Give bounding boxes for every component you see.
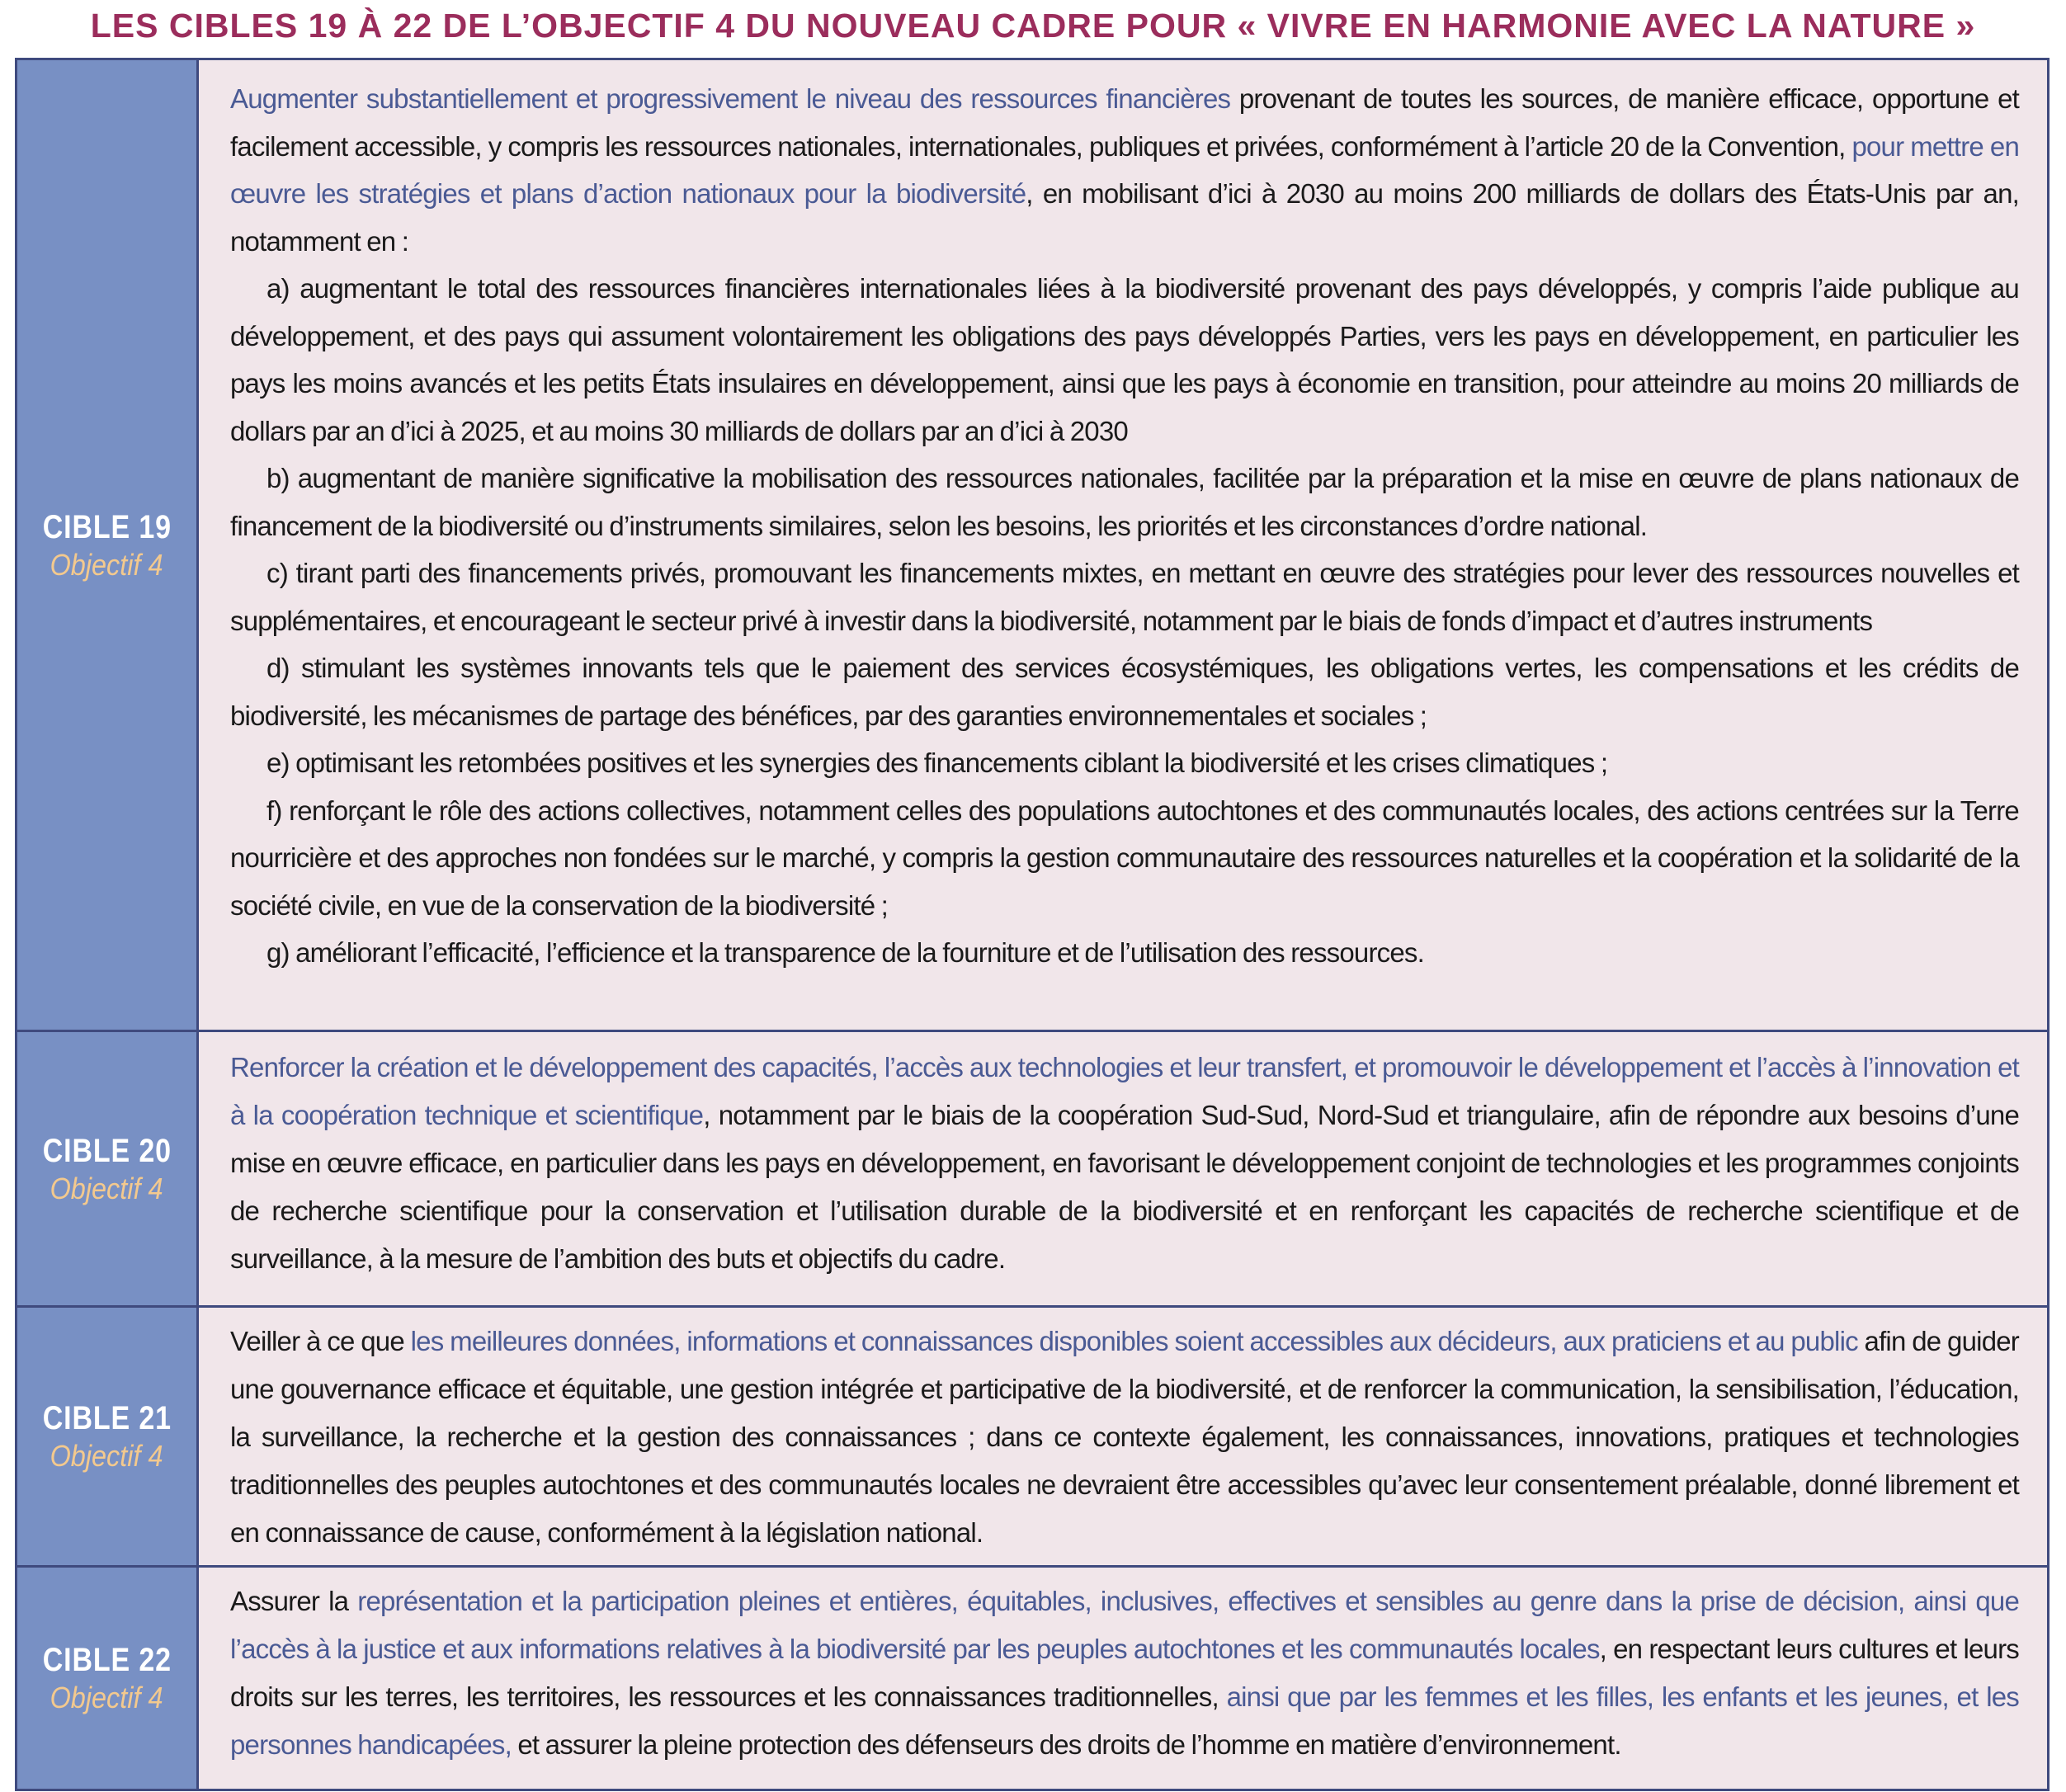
- sub-item-c: c) tirant parti des financements privés, promouvant les financements mixtes, en mettant en œuvre des stratégies pour lever des ressources nouvelles et supplémentaires, et encourageant le secteur privé à investir dans la biodiversité, notamment par le biais de fonds d’impact et d’autres instruments: [230, 558, 2019, 636]
- highlighted-text: pour mettre en œuvre les stratégies et plans d’action nationaux pour la biodiversité: [230, 130, 2020, 209]
- target-label-cell: [17, 1308, 199, 1565]
- target-objective: Objectif 4: [50, 1171, 163, 1205]
- target-objective: Objectif 4: [50, 547, 163, 582]
- target-row-22: [17, 1568, 2047, 1789]
- target-text: [199, 1308, 2047, 1565]
- target-row-21: [17, 1308, 2047, 1568]
- target-label: CIBLE 19: [42, 508, 172, 545]
- sub-item-d: d) stimulant les systèmes innovants tels que le paiement des services écosystémiques, les obligations vertes, les compensations et les crédits de biodiversité, les mécanismes de partage des bénéfices, par des garanties environnementales et sociales ;: [230, 653, 2019, 731]
- target-text: [199, 1568, 2047, 1789]
- body-text: , en mobilisant d’ici à 2030 au moins 200 milliards de dollars des États-Unis par an, notamment en :: [230, 178, 2019, 257]
- targets-table: [15, 58, 2049, 1791]
- sub-item-b: b) augmentant de manière significative la mobilisation des ressources nationales, facilitée par la préparation et la mise en œuvre de plans nationaux de financement de la biodiversité ou d’instruments similaires, selon les besoins, les priorités et les circonstances d’ordre national.: [230, 463, 2019, 541]
- target-paragraph: [230, 1044, 2019, 1283]
- target-label: CIBLE 20: [42, 1132, 172, 1169]
- target-row-19: [17, 60, 2047, 1032]
- target-label: CIBLE 22: [42, 1642, 172, 1679]
- sub-item-e: e) optimisant les retombées positives et les synergies des financements ciblant la biodiversité et les crises climatiques ;: [267, 747, 1608, 778]
- target-paragraph: [230, 1577, 2019, 1769]
- target-paragraph: [230, 1318, 2019, 1557]
- sub-item-a: a) augmentant le total des ressources financières internationales liées à la biodiversité provenant des pays développés, y compris l’aide publique au développement, et des pays qui assument volontairement les obligations des pays développés Parties, vers les pays en développement, en particulier les pays les moins avancés et les petits États insulaires en développement, ainsi que les pays à économie en transition, pour atteindre au moins 20 milliards de dollars par an d’ici à 2025, et au moins 30 milliards de dollars par an d’ici à 2030: [230, 273, 2019, 446]
- body-text: , en respectant leurs cultures et leurs droits sur les terres, les territoires, les ressources et les connaissances traditionnelles,: [230, 1634, 2019, 1712]
- target-text: [199, 60, 2047, 1030]
- body-text: et assurer la pleine protection des défenseurs des droits de l’homme en matière d’environnement.: [512, 1729, 1621, 1760]
- target-objective: Objectif 4: [50, 1439, 163, 1474]
- highlighted-text: ainsi que par les femmes et les filles, les enfants et les jeunes, et les personnes handicapées,: [230, 1681, 2019, 1760]
- page-title: LES CIBLES 19 À 22 DE L’OBJECTIF 4 DU NOUVEAU CADRE POUR « VIVRE EN HARMONIE AVEC LA NATURE »: [90, 7, 1976, 45]
- sub-item-f: f) renforçant le rôle des actions collectives, notamment celles des populations autochtones et des communautés locales, des actions centrées sur la Terre nourricière et des approches non fondées sur le marché, y compris la gestion communautaire des ressources naturelles et la coopération et la solidarité de la société civile, en vue de la conservation de la biodiversité ;: [230, 795, 2019, 921]
- target-row-20: [17, 1032, 2047, 1308]
- highlighted-text: Renforcer la création et le développement des capacités, l’accès aux technologies et leur transfert, et promouvoir le développement et l’accès à l’innovation et à la coopération technique et scientifique: [230, 1052, 2019, 1130]
- target-text: [199, 1032, 2047, 1305]
- target-objective: Objectif 4: [50, 1681, 163, 1715]
- body-text: afin de guider une gouvernance efficace et équitable, une gestion intégrée et participative de la biodiversité, et de renforcer la communication, la sensibilisation, l’éducation, la surveillance, la recherche et la gestion des connaissances ; dans ce contexte également, les connaissances, innovations, pratiques et technologies traditionnelles des peuples autochtones et des communautés locales ne devraient être accessibles qu’avec leur consentement préalable, donné librement et en connaissance de cause, conformément à la législation national.: [230, 1326, 2019, 1548]
- target-label-cell: [17, 1032, 199, 1305]
- target-intro: [230, 75, 2019, 265]
- highlighted-text: représentation et la participation pleines et entières, équitables, inclusives, effectives et sensibles au genre dans la prise de décision, ainsi que l’accès à la justice et aux informations relatives à la biodiversité par les peuples autochtones et les communautés locales: [230, 1586, 2019, 1664]
- sub-item-g: g) améliorant l’efficacité, l’efficience et la transparence de la fourniture et de l’utilisation des ressources.: [267, 937, 1424, 968]
- body-text: provenant de toutes les sources, de manière efficace, opportune et facilement accessible, y compris les ressources nationales, internationales, publiques et privées, conformément à l’article 20 de la Convention,: [230, 83, 2019, 162]
- body-text: , notamment par le biais de la coopération Sud-Sud, Nord-Sud et triangulaire, afin de répondre aux besoins d’une mise en œuvre efficace, en particulier dans les pays en développement, en favorisant le développement conjoint de technologies et les programmes conjoints de recherche scientifique pour la conservation et l’utilisation durable de la biodiversité et en renforçant les capacités de recherche scientifique et de surveillance, à la mesure de l’ambition des buts et objectifs du cadre.: [230, 1100, 2019, 1274]
- target-label-cell: [17, 60, 199, 1030]
- target-label-cell: [17, 1568, 199, 1789]
- highlighted-text: les meilleures données, informations et connaissances disponibles soient accessibles aux décideurs, aux praticiens et au public: [410, 1326, 1858, 1356]
- body-text: Assurer la: [230, 1586, 358, 1616]
- target-label: CIBLE 21: [42, 1400, 172, 1437]
- highlighted-text: Augmenter substantiellement et progressivement le niveau des ressources financières: [230, 83, 1231, 114]
- body-text: Veiller à ce que: [230, 1326, 411, 1356]
